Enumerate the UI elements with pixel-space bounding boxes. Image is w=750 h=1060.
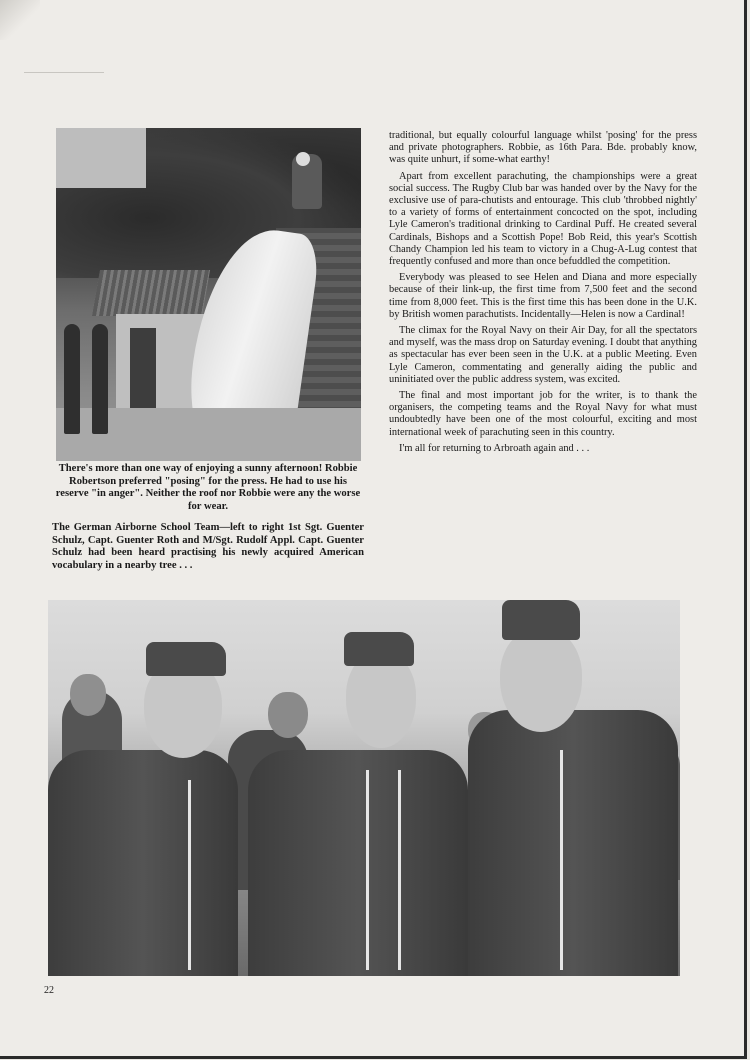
soldier-left-cap <box>146 642 226 676</box>
soldier-right-jumpsuit <box>468 710 678 976</box>
page-corner-fold <box>0 0 40 40</box>
article-paragraph: Apart from excellent parachuting, the championships were a great social success. The Rugby Club bar was handed over by the Navy for the exclusive use of para-chutists and entourage. This club 'throbbed nightly' to a variety of forms of entertainment concocted on the spot, including Lyle Cameron's traditional drinking to Cardinal Puff. He created several Cardinals, Bishops and a Scottish Pope! Bob Reid, this year's Scottish Chandy Champion led his team to victory in a Chug-A-Lug contest that frequently confused and more than once befuddled the competition. <box>389 170 697 268</box>
soldier-middle-face <box>346 652 416 748</box>
crowd-head <box>70 674 106 716</box>
jumpsuit-zip <box>188 780 191 970</box>
article-paragraph: I'm all for returning to Arbroath again and . . . <box>399 442 590 454</box>
sky-area <box>56 128 146 188</box>
onlooker-figure <box>64 324 80 434</box>
soldier-middle-jumpsuit <box>248 750 468 976</box>
onlooker-figure <box>92 324 108 434</box>
jumpsuit-zip <box>560 750 563 970</box>
team-photo-caption: The German Airborne School Team—left to right 1st Sgt. Guenter Schulz, Capt. Guenter Roth and M/Sgt. Rudolf Appl. Capt. Guenter Schulz had been heard practising his newly acquired American vocabulary in a nearby tree . . . <box>52 522 364 571</box>
article-paragraph: traditional, but equally colourful language whilst 'posing' for the press and private photographers. Robbie, as 16th Para. Bde. probably know, was quite unhurt, if some-what earthy! <box>389 130 697 166</box>
hut-roof <box>92 270 210 316</box>
article-paragraph: The final and most important job for the writer, is to thank the organisers, the competing teams and the Royal Navy for what must undoubtedly have been one of the most colourful, exciting and most international week of parachuting seen in this country. <box>389 390 697 438</box>
article-paragraph: The climax for the Royal Navy on their Air Day, for all the spectators and myself, was the mass drop on Saturday evening. I doubt that anything as spectacular has ever been seen in the U.K. at a public Meeting. Even Lyle Cameron, commentating and generally aiding the public and uninitiated over the public address system, was excited. <box>389 325 697 385</box>
page-number: 22 <box>44 985 54 996</box>
article-paragraph: Everybody was pleased to see Helen and Diana and more especially because of their link-up, the first time from 7,500 feet and the second time from 8,000 feet. This is the first time this has been done in the U.K. by British women parachutists. Incidentally—Helen is now a Cardinal! <box>389 272 697 320</box>
crowd-head <box>268 692 308 738</box>
soldier-right-cap <box>502 600 580 640</box>
photo-top-caption: There's more than one way of enjoying a sunny afternoon! Robbie Robertson preferred "posing" for the press. He had to use his reserve "in anger". Neither the roof nor Robbie were any the worse for wear. <box>55 463 361 512</box>
parachutist-helmet <box>296 152 310 166</box>
hut-door <box>130 328 156 412</box>
article-column <box>389 130 697 459</box>
soldier-right-face <box>500 628 582 732</box>
jumpsuit-zip <box>398 770 401 970</box>
jumpsuit-zip <box>366 770 369 970</box>
rooftop-parachute-photo <box>56 128 361 461</box>
faint-rule <box>24 72 104 73</box>
soldier-middle-cap <box>344 632 414 666</box>
team-photo <box>48 600 680 976</box>
soldier-left-jumpsuit <box>48 750 238 976</box>
